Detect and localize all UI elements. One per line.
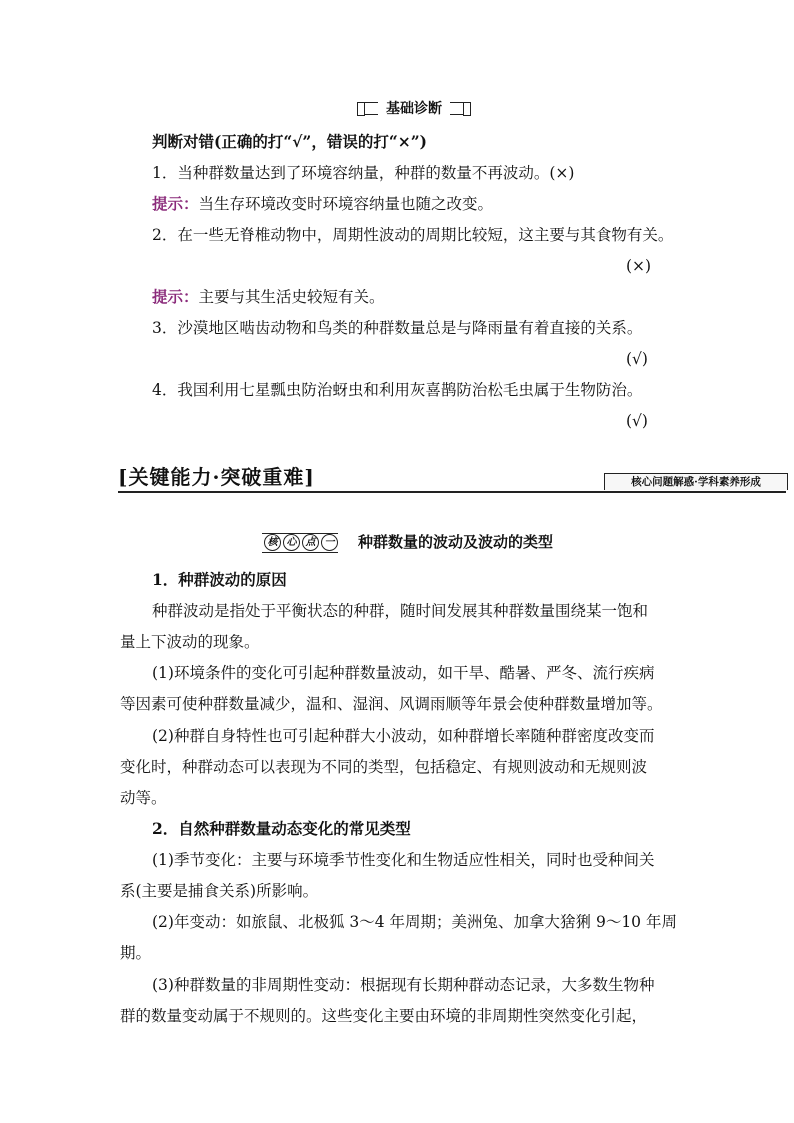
question-2: 2．在一些无脊椎动物中，周期性波动的周期比较短，这主要与其食物有关。 xyxy=(152,226,674,244)
diagnosis-banner-label: 基础诊断 xyxy=(378,100,450,118)
core-point-badge xyxy=(262,533,338,553)
paragraph-line: (1)环境条件的变化可引起种群数量波动，如干旱、酷暑、严冬、流行疾病 xyxy=(152,664,655,682)
question-4: 4．我国利用七星瓢虫防治蚜虫和利用灰喜鹊防治松毛虫属于生物防治。 xyxy=(152,381,643,399)
section-rule xyxy=(118,491,786,493)
question-3-mark: (√) xyxy=(626,350,648,368)
question-1: 1．当种群数量达到了环境容纳量，种群的数量不再波动。(×) xyxy=(152,164,575,182)
badge-char: 点 xyxy=(302,534,319,551)
paragraph-line: (2)年变动：如旅鼠、北极狐 3～4 年周期；美洲兔、加拿大猞猁 9～10 年周 xyxy=(152,913,677,931)
diagnosis-banner xyxy=(360,100,468,118)
paragraph-line: (3)种群数量的非周期性变动：根据现有长期种群动态记录，大多数生物种 xyxy=(152,976,655,994)
hint-label: 提示： xyxy=(152,287,199,306)
hint-1 xyxy=(152,194,493,214)
heading-2: 2．自然种群数量动态变化的常见类型 xyxy=(152,819,411,838)
hint-text: 主要与其生活史较短有关。 xyxy=(198,288,385,306)
badge-char: 心 xyxy=(283,534,300,551)
badge-char: 核 xyxy=(264,534,281,551)
question-3: 3．沙漠地区啮齿动物和鸟类的种群数量总是与降雨量有着直接的关系。 xyxy=(152,319,643,337)
paragraph-line: 群的数量变动属于不规则的。这些变化主要由环境的非周期性突然变化引起， xyxy=(120,1007,648,1025)
paragraph-line: 期。 xyxy=(120,944,152,962)
hint-text: 当生存环境改变时环境容纳量也随之改变。 xyxy=(198,195,494,213)
heading-1: 1．种群波动的原因 xyxy=(152,570,287,589)
diagnosis-instruction: 判断对错(正确的打“√”，错误的打“×”) xyxy=(152,132,428,151)
paragraph-line: 种群波动是指处于平衡状态的种群，随时间发展其种群数量围绕某一饱和 xyxy=(152,602,649,620)
core-point-title: 种群数量的波动及波动的类型 xyxy=(358,533,554,551)
paragraph-line: 量上下波动的现象。 xyxy=(120,633,260,651)
section-tag: 核心问题解惑·学科素养形成 xyxy=(604,473,788,490)
question-4-mark: (√) xyxy=(626,412,648,430)
paragraph-line: 动等。 xyxy=(120,789,167,807)
paragraph-line: (2)种群自身特性也可引起种群大小波动，如种群增长率随种群密度改变而 xyxy=(152,727,655,745)
paragraph-line: 等因素可使种群数量减少，温和、湿润、风调雨顺等年景会使种群数量增加等。 xyxy=(120,695,663,713)
paragraph-line: 变化时，种群动态可以表现为不同的类型，包括稳定、有规则波动和无规则波 xyxy=(120,758,648,776)
paragraph-line: (1)季节变化：主要与环境季节性变化和生物适应性相关，同时也受种间关 xyxy=(152,851,655,869)
question-2-mark: (×) xyxy=(626,257,652,275)
badge-char: 一 xyxy=(321,534,338,551)
paragraph-line: 系(主要是捕食关系)所影响。 xyxy=(120,882,319,900)
hint-label: 提示： xyxy=(152,194,199,213)
section-heading: [关键能力·突破重难] xyxy=(118,465,315,489)
hint-2 xyxy=(152,287,385,307)
